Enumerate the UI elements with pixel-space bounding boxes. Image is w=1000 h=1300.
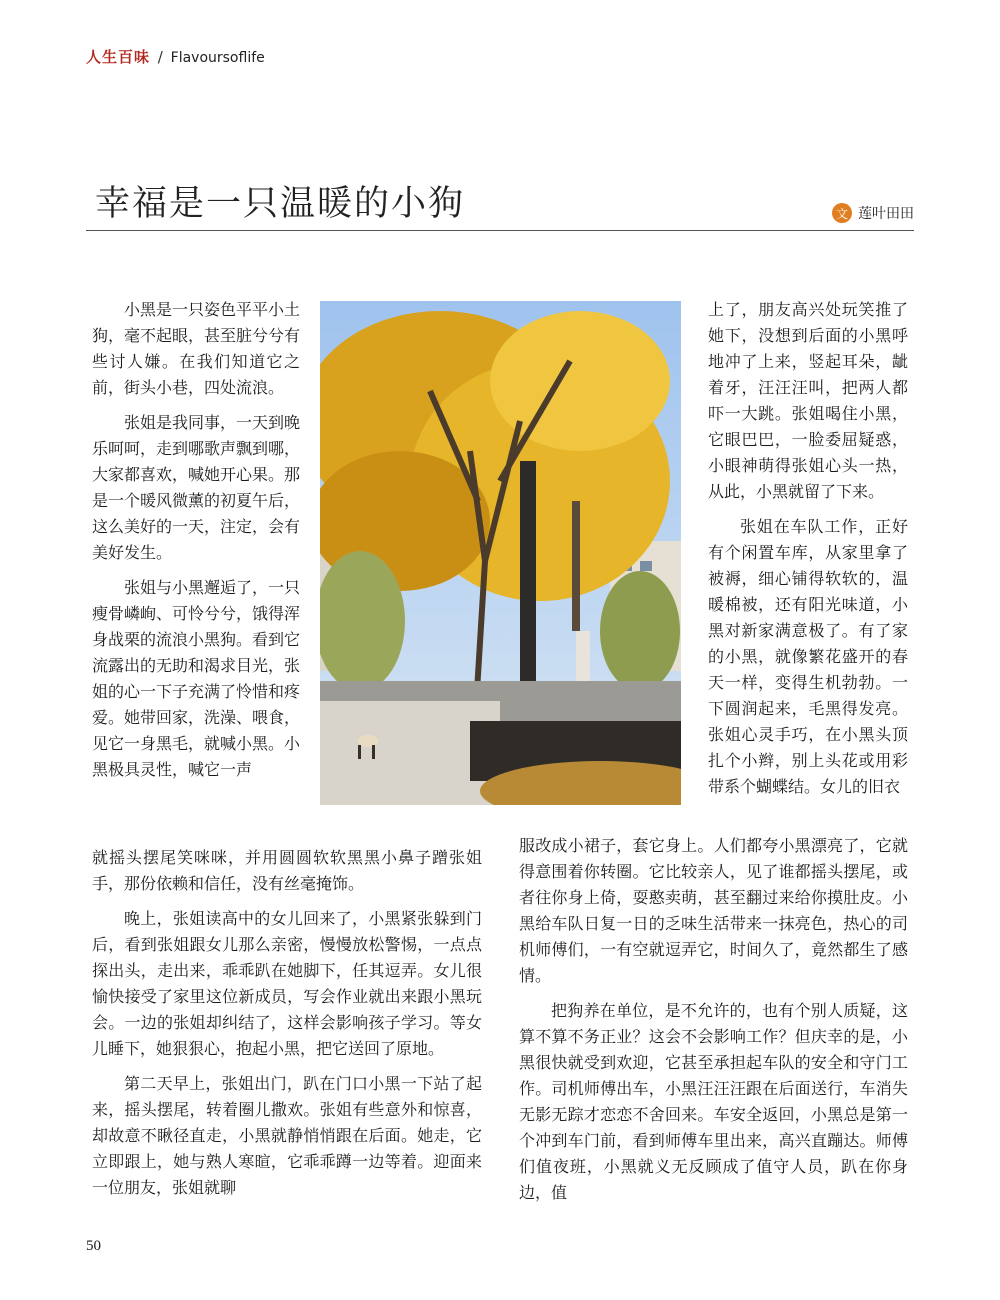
paragraph: 第二天早上，张姐出门，趴在门口小黑一下站了起来，摇头摆尾，转着圈儿撒欢。张姐有些意外和惊喜，却故意不瞅径直走，小黑就静悄悄跟在后面。她走，它立即跟上，她与熟人寒暄，它乖乖蹲一边等着。迎面来一位朋友，张姐就聊: [92, 1074, 482, 1197]
running-header: [86, 46, 265, 67]
street-tree-photo: [320, 301, 681, 805]
paragraph: 张姐在车队工作，正好有个闲置车库，从家里拿了被褥，细心铺得软软的，温暖棉被，还有阳光味道，小黑对新家满意极了。有了家的小黑，就像繁花盛开的春天一样，变得生机勃勃。一下圆润起来，毛黑得发亮。张姐心灵手巧，在小黑头顶扎个小辫，别上头花或用彩带系个蝴蝶结。女儿的旧衣: [708, 517, 908, 796]
article-title: 幸福是一只温暖的小狗: [95, 184, 466, 224]
title-divider: [86, 230, 914, 231]
section-name-en: Flavoursoflife: [170, 50, 265, 66]
column-left-bottom: [92, 845, 482, 1210]
paragraph: 把狗养在单位，是不允许的，也有个别人质疑，这算不算不务正业？这会不会影响工作？但庆幸的是，小黑很快就受到欢迎，它甚至承担起车队的安全和守门工作。司机师傅出车，小黑汪汪汪跟在后面送行，车消失无影无踪才恋恋不舍回来。车安全返回，小黑总是第一个冲到车门前，看到师傅车里出来，高兴直蹦达。师傅们值夜班，小黑就义无反顾成了值守人员，趴在你身边，值: [519, 1001, 908, 1202]
photo-illustration: [320, 301, 681, 805]
column-left-top: [92, 297, 300, 792]
paragraph: 就摇头摆尾笑咪咪，并用圆圆软软黑黑小鼻子蹭张姐手，那份依赖和信任，没有丝毫掩饰。: [92, 848, 482, 893]
header-separator: /: [157, 48, 163, 66]
paragraph: 上了，朋友高兴处玩笑推了她下，没想到后面的小黑呼地冲了上来，竖起耳朵，龇着牙，汪汪汪叫，把两人都吓一大跳。张姐喝住小黑，它眼巴巴，一脸委屈疑惑，小眼神萌得张姐心头一热，从此，小黑就留了下来。: [708, 300, 908, 501]
paragraph: 张姐是我同事，一天到晚乐呵呵，走到哪歌声飘到哪，大家都喜欢，喊她开心果。那是一个暖风微薰的初夏午后，这么美好的一天，注定，会有美好发生。: [92, 413, 301, 562]
author-byline: [832, 203, 914, 223]
column-right-top: [708, 297, 908, 809]
author-name: 莲叶田田: [858, 206, 914, 222]
paragraph: 小黑是一只姿色平平小土狗，毫不起眼，甚至脏兮兮有些讨人嫌。在我们知道它之前，街头小巷，四处流浪。: [92, 300, 301, 397]
author-badge: 文: [832, 203, 852, 223]
column-right-bottom: [519, 833, 908, 1215]
paragraph: 张姐与小黑邂逅了，一只瘦骨嶙峋、可怜兮兮，饿得浑身战栗的流浪小黑狗。看到它流露出的无助和渴求目光，张姐的心一下子充满了怜惜和疼爱。她带回家，洗澡、喂食，见它一身黑毛，就喊小黑。小黑极具灵性，喊它一声: [92, 578, 301, 779]
section-name-cn: 人生百味: [86, 48, 151, 66]
page-number: 50: [86, 1238, 101, 1254]
paragraph: 晚上，张姐读高中的女儿回来了，小黑紧张躲到门后，看到张姐跟女儿那么亲密，慢慢放松警惕，一点点探出头，走出来，乖乖趴在她脚下，任其逗弄。女儿很愉快接受了家里这位新成员，写会作业就出来跟小黑玩会。一边的张姐却纠结了，这样会影响孩子学习。等女儿睡下，她狠狠心，抱起小黑，把它送回了原地。: [92, 909, 482, 1058]
paragraph: 服改成小裙子，套它身上。人们都夸小黑漂亮了，它就得意围着你转圈。它比较亲人，见了谁都摇头摆尾，或者往你身上倚，耍憨卖萌，甚至翻过来给你摸肚皮。小黑给车队日复一日的乏味生活带来一抹亮色，热心的司机师傅们，一有空就逗弄它，时间久了，竟然都生了感情。: [519, 836, 908, 985]
